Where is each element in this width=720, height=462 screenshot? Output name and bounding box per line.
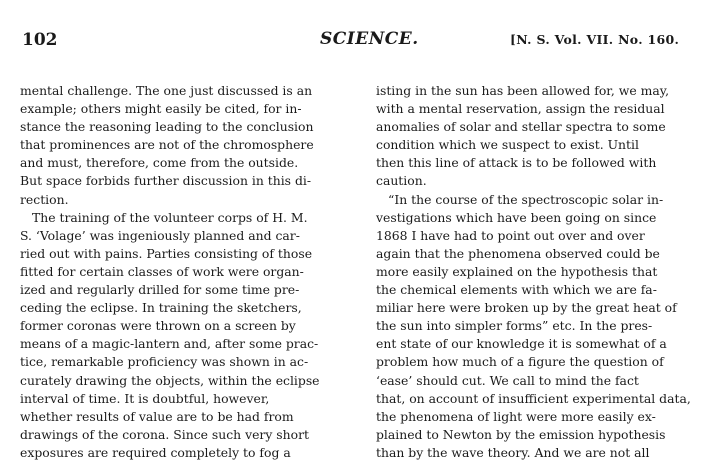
text-line: tice, remarkable proficiency was shown in ac- xyxy=(20,354,309,370)
journal-title: SCIENCE. xyxy=(320,29,419,49)
text-line: exposures are required completely to fog a xyxy=(20,444,291,460)
text-line: stance the reasoning leading to the conclusion xyxy=(20,119,314,135)
text-line: then this line of attack is to be followed with xyxy=(376,155,657,171)
left-column xyxy=(20,82,360,462)
text-line: drawings of the corona. Since such very short xyxy=(20,426,309,442)
text-line: mental challenge. The one just discussed is an xyxy=(20,83,313,98)
text-line: ceding the eclipse. In training the sketchers, xyxy=(20,300,302,316)
text-line: interval of time. It is doubtful, however, xyxy=(20,390,270,406)
page-header xyxy=(0,30,720,52)
text-line: again that the phenomena observed could be xyxy=(376,245,660,261)
text-line: rection. xyxy=(20,191,69,207)
text-line: means of a magic-lantern and, after some prac- xyxy=(20,336,319,352)
text-line: But space forbids further discussion in this di- xyxy=(20,173,312,189)
text-line: the sun into simpler forms” etc. In the pres- xyxy=(376,318,653,334)
text-line: curately drawing the objects, within the eclipse xyxy=(20,372,320,388)
text-line: “In the course of the spectroscopic solar in- xyxy=(388,191,664,207)
text-line: that prominences are not of the chromosphere xyxy=(20,137,314,153)
issue-info: [N. S. Vol. VII. No. 160. xyxy=(510,32,680,47)
text-line: condition which we suspect to exist. Until xyxy=(376,137,639,153)
text-line: whether results of value are to be had from xyxy=(20,408,294,424)
text-line: S. ‘Volage’ was ingeniously planned and car- xyxy=(20,227,300,243)
right-column xyxy=(376,82,691,462)
page-number: 102 xyxy=(22,30,58,50)
text-line: fitted for certain classes of work were organ- xyxy=(20,263,304,279)
text-line: problem how much of a figure the question of xyxy=(376,354,664,370)
text-line: more easily explained on the hypothesis that xyxy=(376,263,658,279)
text-line: ‘ease’ should cut. We call to mind the fact xyxy=(376,372,639,388)
text-line: and must, therefore, come from the outside. xyxy=(20,155,299,171)
text-line: the phenomena of light were more easily ex- xyxy=(376,408,656,424)
text-line: the chemical elements with which we are fa- xyxy=(376,282,657,298)
text-line: anomalies of solar and stellar spectra to some xyxy=(376,119,666,135)
text-line: plained to Newton by the emission hypothesis xyxy=(376,426,666,442)
text-line: with a mental reservation, assign the residual xyxy=(376,101,665,117)
text-line: example; others might easily be cited, for in- xyxy=(20,101,302,117)
text-line: that, on account of insufficient experimental data, xyxy=(376,390,691,406)
text-line: ized and regularly drilled for some time pre- xyxy=(20,282,300,298)
text-line: isting in the sun has been allowed for, we may, xyxy=(376,83,670,98)
text-line: ent state of our knowledge it is somewhat of a xyxy=(376,336,667,352)
text-line: former coronas were thrown on a screen by xyxy=(20,318,296,334)
text-line: The training of the volunteer corps of H. M. xyxy=(32,209,308,225)
text-line: than by the wave theory. And we are not all xyxy=(376,444,650,460)
text-line: caution. xyxy=(376,173,427,189)
text-line: ried out with pains. Parties consisting of those xyxy=(20,245,313,261)
text-line: miliar here were broken up by the great heat of xyxy=(376,300,677,316)
text-line: vestigations which have been going on since xyxy=(376,209,657,225)
text-line: 1868 I have had to point out over and over xyxy=(376,227,645,243)
